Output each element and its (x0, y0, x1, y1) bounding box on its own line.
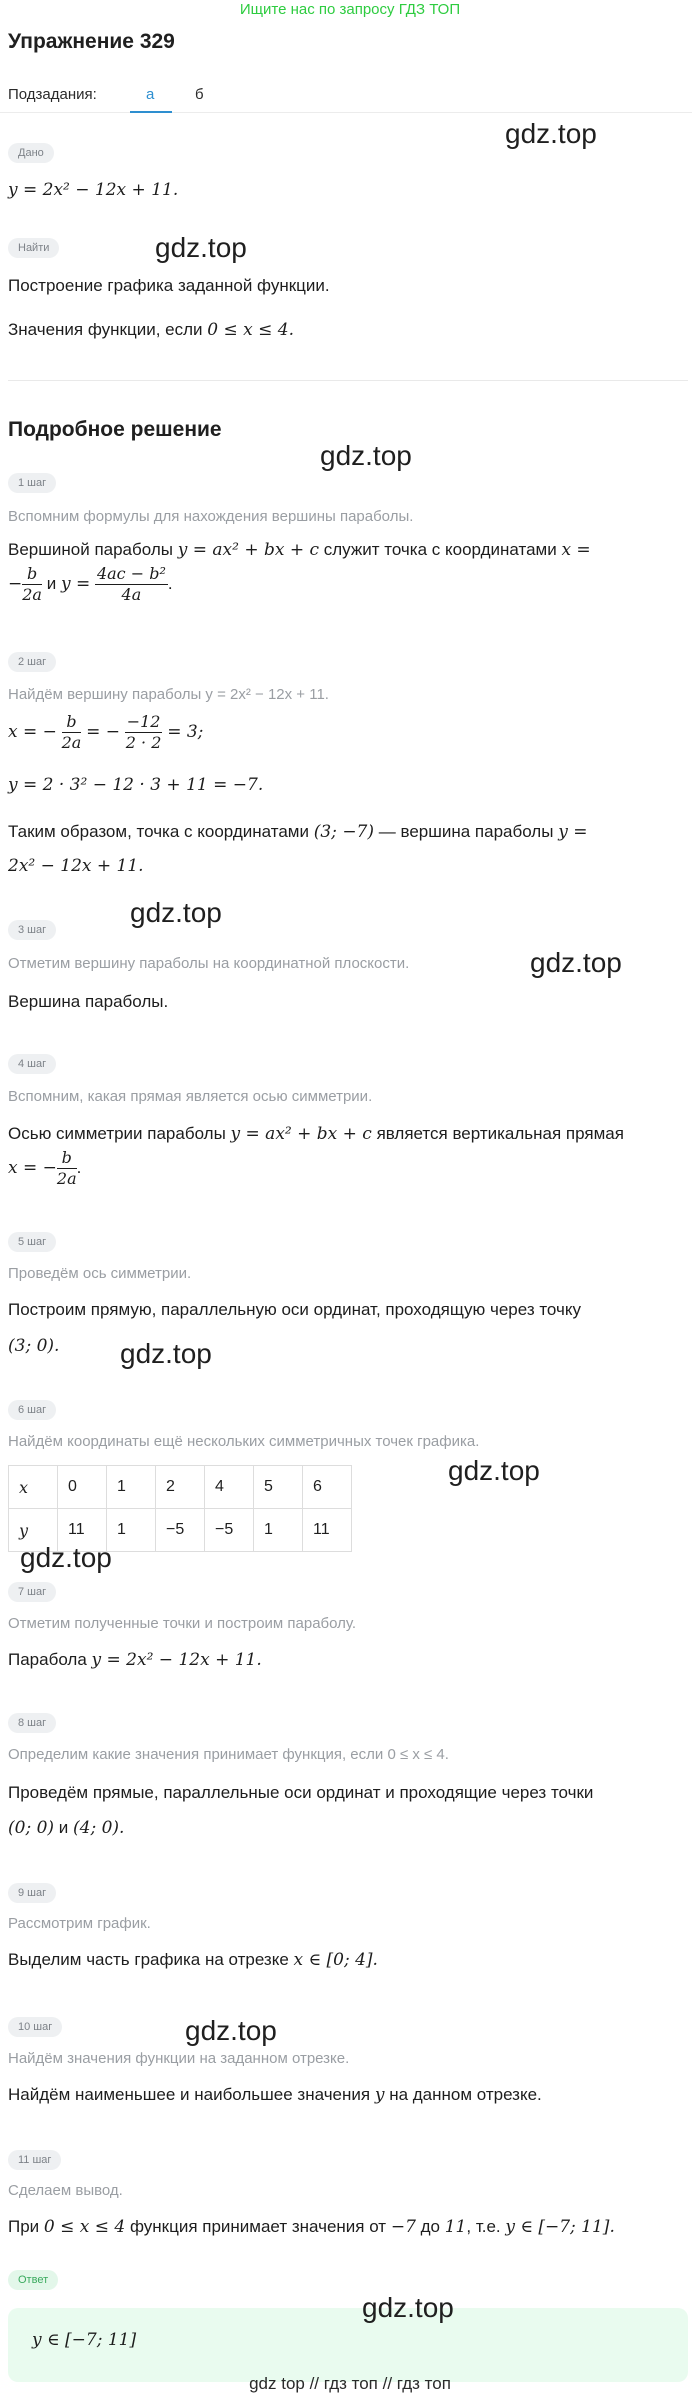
step-1-x-eq: x = (561, 540, 591, 560)
step-1-badge: 1 шаг (8, 473, 56, 493)
step-2-x-part: x = − (8, 721, 57, 742)
table-cell: −5 (205, 1509, 254, 1552)
step-6-badge: 6 шаг (8, 1400, 56, 1420)
step-11-text-b: функция принимает значения от (129, 2217, 387, 2236)
step-2-line-4: 2x² − 12x + 11. (8, 856, 144, 876)
step-4-text: Осью симметрии параболы (8, 1124, 226, 1143)
step-2-caption: Найдём вершину параболы y = 2x² − 12x + 11. (8, 686, 329, 703)
step-11-range: y ∈ [−7; 11]. (505, 2217, 615, 2237)
table-header-x: x (9, 1466, 58, 1509)
find-line-2-text: Значения функции, если (8, 320, 203, 339)
subtasks-label: Подзадания: (8, 86, 97, 103)
step-2-vertex: (3; −7) (313, 822, 375, 842)
step-1-fraction-x (22, 564, 42, 605)
table-cell: 5 (254, 1466, 303, 1509)
given-formula: y = 2x² − 12x + 11. (8, 180, 179, 200)
step-2-line-1 (8, 712, 203, 753)
step-5-caption: Проведём ось симметрии. (8, 1265, 192, 1282)
fraction-denominator: 2 · 2 (125, 733, 162, 752)
tabs-baseline (0, 112, 692, 113)
step-11-badge: 11 шаг (8, 2150, 61, 2170)
fraction-denominator: 4a (121, 585, 142, 604)
table-row-x (9, 1466, 352, 1509)
find-badge: Найти (8, 238, 59, 258)
fraction-denominator: 2a (56, 1169, 77, 1188)
step-4-line-2 (8, 1148, 81, 1189)
step-8-and: и (58, 1818, 69, 1837)
step-11-text-a: При (8, 2217, 40, 2236)
step-9-interval: x ∈ [0; 4]. (293, 1950, 378, 1970)
table-cell: 1 (254, 1509, 303, 1552)
step-1-caption: Вспомним формулы для нахождения вершины параболы. (8, 508, 414, 525)
table-cell: 1 (107, 1509, 156, 1552)
step-1-end: . (167, 573, 173, 593)
active-tab-indicator (130, 111, 172, 113)
step-2-badge: 2 шаг (8, 652, 56, 672)
section-divider (8, 380, 688, 381)
step-4-x-eq: x = − (8, 1157, 57, 1178)
step-10-caption: Найдём значения функции на заданном отрезке. (8, 2050, 350, 2067)
step-10-y: y (374, 2085, 385, 2105)
footer: gdz top // гдз топ // гдз топ (249, 2374, 451, 2393)
step-1-text: Вершиной параболы (8, 540, 173, 559)
step-1-line-1 (8, 540, 591, 560)
step-7-badge: 7 шаг (8, 1582, 56, 1602)
step-9-badge: 9 шаг (8, 1883, 56, 1903)
values-table (8, 1465, 352, 1552)
step-10-badge: 10 шаг (8, 2017, 62, 2037)
fraction-numerator: b (62, 712, 82, 733)
watermark: gdz.top (155, 232, 247, 263)
step-8-line-1: Проведём прямые, параллельные оси ординат и проходящие через точки (8, 1783, 594, 1802)
step-11-max: 11 (444, 2217, 467, 2237)
step-8-line-2 (8, 1818, 124, 1838)
step-5-badge: 5 шаг (8, 1232, 56, 1252)
find-line-2-math: 0 ≤ x ≤ 4. (207, 320, 294, 340)
step-3-line-1: Вершина параболы. (8, 992, 169, 1011)
given-badge: Дано (8, 143, 54, 163)
table-cell: 0 (58, 1466, 107, 1509)
answer-value: y ∈ [−7; 11] (32, 2330, 137, 2350)
step-9-caption: Рассмотрим график. (8, 1915, 151, 1932)
step-8-point-2: (4; 0). (73, 1818, 125, 1838)
step-11-caption: Сделаем вывод. (8, 2182, 123, 2199)
fraction-numerator: 4ac − b² (96, 564, 166, 583)
fraction-denominator: 2a (22, 585, 42, 604)
step-4-caption: Вспомним, какая прямая является осью симметрии. (8, 1088, 373, 1105)
step-2-fraction-1 (62, 712, 82, 753)
step-11-text-d: , т.е. (466, 2217, 501, 2236)
top-banner: Ищите нас по запросу ГДЗ ТОП (239, 1, 461, 18)
watermark: gdz.top (320, 440, 412, 471)
step-2-text: Таким образом, точка с координатами (8, 822, 309, 841)
step-1-fraction-y (95, 564, 168, 605)
table-cell: 6 (303, 1466, 352, 1509)
step-6-caption: Найдём координаты ещё нескольких симметричных точек графика. (8, 1433, 480, 1450)
step-11-line-1 (8, 2217, 615, 2237)
step-3-caption: Отметим вершину параболы на координатной плоскости. (8, 955, 410, 972)
table-cell: 2 (156, 1466, 205, 1509)
watermark: gdz.top (120, 1338, 212, 1369)
step-4-line-1 (8, 1124, 624, 1144)
step-8-badge: 8 шаг (8, 1713, 56, 1733)
tab-b[interactable]: б (195, 86, 204, 103)
watermark: gdz.top (448, 1455, 540, 1486)
step-1-text-2: служит точка с координатами (323, 540, 557, 559)
step-1-and: и (46, 573, 57, 593)
step-9-line-1 (8, 1950, 378, 1970)
step-10-text: Найдём наименьшее и наибольшее значения (8, 2085, 371, 2104)
step-11-min: −7 (390, 2217, 416, 2237)
table-header-y: y (9, 1509, 58, 1552)
step-1-minus: − (8, 573, 23, 594)
step-2-fraction-2 (125, 712, 163, 753)
fraction-numerator: b (22, 564, 42, 585)
step-1-formula: y = ax² + bx + c (177, 540, 320, 560)
watermark: gdz.top (362, 2292, 454, 2323)
step-2-text-2: — вершина параболы (378, 822, 554, 841)
step-4-text-2: является вертикальная прямая (376, 1124, 624, 1143)
table-cell: 1 (107, 1466, 156, 1509)
table-cell: −5 (156, 1509, 205, 1552)
watermark: gdz.top (185, 2015, 277, 2046)
step-11-condition: 0 ≤ x ≤ 4 (43, 2217, 126, 2237)
watermark: gdz.top (530, 947, 622, 978)
step-5-line-1: Построим прямую, параллельную оси ординат, проходящую через точку (8, 1300, 582, 1319)
step-4-badge: 4 шаг (8, 1054, 56, 1074)
step-2-line-2: y = 2 · 3² − 12 · 3 + 11 = −7. (8, 775, 264, 795)
step-4-formula: y = ax² + bx + c (230, 1124, 372, 1144)
step-7-caption: Отметим полученные точки и построим параболу. (8, 1615, 357, 1632)
table-cell: 4 (205, 1466, 254, 1509)
step-8-point-1: (0; 0) (8, 1818, 55, 1838)
step-1-y-eq: y = (60, 573, 91, 594)
step-5-line-2: (3; 0). (8, 1336, 60, 1356)
step-1-line-2 (8, 564, 173, 605)
step-7-line-1 (8, 1650, 262, 1670)
table-cell: 11 (303, 1509, 352, 1552)
find-line-1: Построение графика заданной функции. (8, 276, 330, 295)
solution-title: Подробное решение (8, 418, 222, 441)
step-10-line-1 (8, 2085, 542, 2105)
tab-a[interactable]: а (146, 86, 155, 103)
answer-badge: Ответ (8, 2270, 58, 2290)
table-cell: 11 (58, 1509, 107, 1552)
step-8-caption: Определим какие значения принимает функция, если 0 ≤ x ≤ 4. (8, 1746, 449, 1763)
step-7-formula: y = 2x² − 12x + 11. (91, 1650, 262, 1670)
watermark: gdz.top (130, 897, 222, 928)
step-4-end: . (76, 1157, 82, 1177)
page-title: Упражнение 329 (8, 30, 175, 53)
watermark: gdz.top (505, 118, 597, 149)
step-11-text-c: до (420, 2217, 440, 2236)
fraction-denominator: 2a (61, 733, 82, 752)
watermark: gdz.top (20, 1542, 112, 1573)
step-3-badge: 3 шаг (8, 920, 56, 940)
step-4-fraction (57, 1148, 77, 1189)
step-10-text-2: на данном отрезке. (389, 2085, 542, 2104)
fraction-numerator: −12 (126, 712, 161, 731)
step-2-result: = 3; (167, 721, 204, 742)
fraction-numerator: b (57, 1148, 77, 1169)
step-7-text: Парабола (8, 1650, 87, 1669)
step-9-text: Выделим часть графика на отрезке (8, 1950, 289, 1969)
step-2-y-eq: y = (558, 822, 588, 842)
find-line-2 (8, 320, 294, 340)
step-2-line-3 (8, 822, 587, 842)
step-2-eq: = − (86, 721, 120, 742)
